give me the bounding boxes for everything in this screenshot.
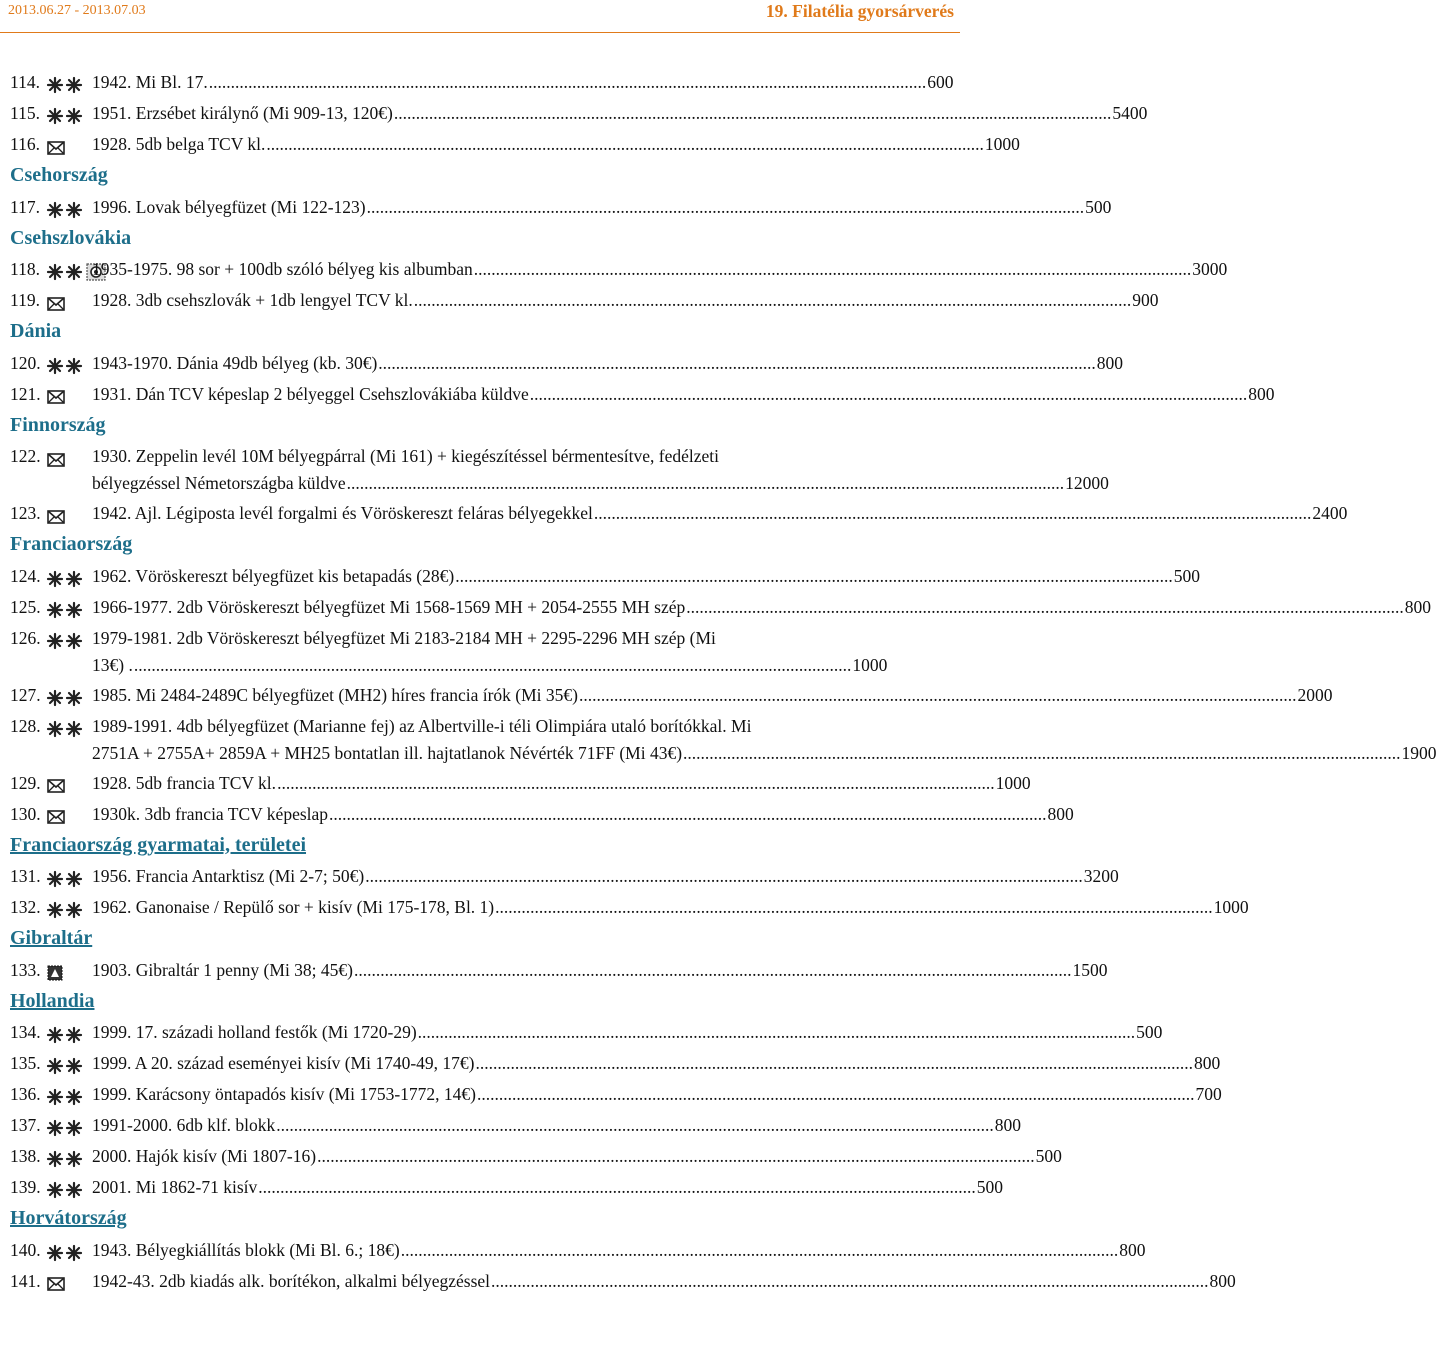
- lot-text: [92, 192, 1112, 223]
- country-heading: Dánia: [10, 320, 62, 342]
- mint-icon: [47, 358, 83, 374]
- lot-description: 1989-1991. 4db bélyegfüzet (Marianne fej) az Albertville-i téli Olimpiára utaló borítókkal. Mi: [92, 715, 752, 736]
- lot-description: 1928. 5db belga TCV kl.: [92, 134, 266, 154]
- lot-text: [92, 561, 1200, 592]
- leader-dots: [401, 1235, 1119, 1266]
- lot-description: 1942-43. 2db kiadás alk. borítékon, alkalmi bélyegzéssel: [92, 1270, 491, 1291]
- lot-price: 3000: [1192, 259, 1228, 279]
- lot-price: 800: [1248, 383, 1275, 404]
- lot-text: [92, 67, 954, 98]
- leader-dots: [530, 379, 1248, 410]
- lot-number: 119.: [10, 290, 40, 310]
- condition-symbols: [47, 105, 91, 124]
- lot-item: [10, 561, 1200, 592]
- condition-symbols: [47, 775, 91, 793]
- lot-description: 1928. 5db francia TCV kl.: [92, 772, 277, 793]
- condition-symbols: [47, 718, 91, 737]
- lot-description: 2751A + 2755A+ 2859A + MH25 bontatlan ill. hajtatlanok Névérték 71FF (Mi 43€): [92, 742, 683, 763]
- lot-price: 500: [976, 1177, 1004, 1197]
- lot-price: 800: [1096, 352, 1124, 373]
- cover-icon: [47, 810, 65, 824]
- lot-price: 900: [1132, 290, 1159, 310]
- lot-price: 5400: [1112, 103, 1148, 123]
- condition-symbols: [47, 899, 91, 918]
- lot-description: 1985. Mi 2484-2489C bélyegfüzet (MH2) híres francia írók (Mi 35€): [92, 684, 579, 705]
- lot-text: [92, 1172, 1004, 1203]
- condition-symbols: [47, 687, 91, 706]
- country-heading: Csehország: [10, 164, 108, 186]
- stamp-icon: [47, 965, 63, 981]
- lot-item: [10, 1235, 1146, 1266]
- leader-dots: [365, 861, 1083, 892]
- lot-item: [10, 1172, 1004, 1203]
- mint-icon: [47, 633, 83, 649]
- condition-symbols: [47, 1179, 91, 1198]
- lot-description: 1903. Gibraltár 1 penny (Mi 38; 45€): [92, 959, 353, 980]
- cover-icon: [47, 453, 65, 467]
- leader-dots: [329, 799, 1047, 830]
- lot-price: 1900: [1401, 742, 1437, 763]
- leader-dots: [378, 348, 1096, 379]
- leader-dots: [266, 129, 984, 160]
- lot-price: 1000: [995, 772, 1031, 793]
- lot-description: 1999. Karácsony öntapadós kisív (Mi 1753-1772, 14€): [92, 1084, 476, 1104]
- leader-dots: [476, 1048, 1194, 1079]
- lot-item: [10, 498, 1348, 529]
- lot-description: 1930. Zeppelin levél 10M bélyegpárral (Mi 161) + kiegészítéssel bérmentesítve, fedélzeti: [92, 446, 720, 466]
- lot-number: 121.: [10, 383, 41, 404]
- lot-price: 2400: [1312, 503, 1348, 523]
- condition-symbols: [47, 630, 91, 649]
- lot-list: [10, 67, 1437, 1297]
- condition-symbols: [47, 599, 91, 618]
- lot-text: [92, 443, 1109, 497]
- condition-symbols: [47, 506, 91, 524]
- lot-price: 1500: [1072, 959, 1108, 980]
- country-heading: Finnország: [10, 413, 106, 436]
- country-heading: Franciaország gyarmatai, területei: [10, 833, 307, 856]
- mint-icon: [47, 1058, 83, 1074]
- lot-text: [92, 498, 1348, 529]
- condition-symbols: [47, 386, 91, 404]
- lot-number: 138.: [10, 1146, 41, 1166]
- lot-price: 500: [1085, 196, 1112, 217]
- leader-dots: [474, 254, 1192, 285]
- lot-price: 700: [1195, 1084, 1222, 1104]
- condition-symbols: [47, 962, 91, 981]
- lot-description: 1991-2000. 6db klf. blokk: [92, 1115, 276, 1135]
- leader-dots: [594, 498, 1312, 529]
- lot-description: 1935-1975. 98 sor + 100db szóló bélyeg kis albumban: [92, 259, 473, 279]
- leader-dots: [579, 680, 1297, 711]
- lot-description: 1951. Erzsébet királynő (Mi 909-13, 120€): [92, 103, 393, 123]
- condition-symbols: [47, 137, 91, 155]
- lot-number: 127.: [10, 684, 41, 705]
- mint-icon: [47, 1182, 83, 1198]
- lot-number: 130.: [10, 803, 41, 824]
- leader-dots: [277, 768, 995, 799]
- lot-item: [10, 1017, 1163, 1048]
- lot-text: [92, 1017, 1163, 1048]
- lot-description: 1999. A 20. század eseményei kisív (Mi 1740-49, 17€): [92, 1053, 475, 1073]
- lot-item: [10, 98, 1148, 129]
- lot-number: 139.: [10, 1177, 41, 1197]
- lot-description: 1943-1970. Dánia 49db bélyeg (kb. 30€): [92, 352, 378, 373]
- lot-item: [10, 680, 1333, 711]
- lot-number: 126.: [10, 627, 41, 648]
- mint-icon: [47, 264, 83, 280]
- condition-symbols: [47, 1117, 91, 1136]
- lot-number: 120.: [10, 352, 41, 373]
- condition-symbols: [47, 806, 91, 824]
- leader-dots: [276, 1110, 994, 1141]
- mint-icon: [47, 77, 83, 93]
- mint-icon: [47, 871, 83, 887]
- condition-symbols: [47, 868, 91, 887]
- leader-dots: [394, 98, 1112, 129]
- lot-item: [10, 441, 1109, 498]
- lot-description: 2000. Hajók kisív (Mi 1807-16): [92, 1146, 317, 1166]
- mint-icon: [47, 902, 83, 918]
- lot-number: 125.: [10, 596, 41, 617]
- condition-symbols: [47, 293, 91, 311]
- lot-text: [92, 379, 1275, 410]
- cover-icon: [47, 390, 65, 404]
- lot-price: 800: [1209, 1270, 1236, 1291]
- lot-item: [10, 592, 1432, 623]
- lot-item: [10, 955, 1108, 986]
- lot-number: 128.: [10, 715, 41, 736]
- lot-number: 132.: [10, 897, 41, 917]
- lot-item: [10, 129, 1020, 160]
- lot-description: 1943. Bélyegkiállítás blokk (Mi Bl. 6.; 18€): [92, 1239, 400, 1260]
- lot-text: [92, 1079, 1222, 1110]
- lot-number: 117.: [10, 196, 40, 217]
- leader-dots: [495, 892, 1213, 923]
- lot-item: [10, 285, 1159, 316]
- lot-price: 12000: [1065, 473, 1109, 493]
- country-heading: Gibraltár: [10, 927, 93, 949]
- lot-text: [92, 348, 1124, 379]
- condition-symbols: [47, 1055, 91, 1074]
- condition-symbols: [47, 1273, 91, 1291]
- mint-icon: [47, 721, 83, 737]
- mint-icon: [47, 202, 83, 218]
- lot-description: 1942. Ajl. Légiposta levél forgalmi és Vöröskereszt feláras bélyegekkel: [92, 503, 593, 523]
- leader-dots: [367, 192, 1085, 223]
- lot-number: 124.: [10, 565, 41, 586]
- lot-number: 137.: [10, 1115, 41, 1135]
- mint-icon: [47, 571, 83, 587]
- lot-item: [10, 861, 1119, 892]
- lot-item: [10, 768, 1031, 799]
- leader-dots: [317, 1141, 1035, 1172]
- leader-dots: [683, 740, 1401, 767]
- leader-dots: [477, 1079, 1195, 1110]
- lot-description: 13€) .: [92, 654, 133, 675]
- lot-description: 1996. Lovak bélyegfüzet (Mi 122-123): [92, 196, 366, 217]
- mint-icon: [47, 1120, 83, 1136]
- lot-item: [10, 379, 1275, 410]
- lot-text: [92, 592, 1432, 623]
- mint-icon: [47, 1027, 83, 1043]
- lot-price: 500: [1136, 1022, 1163, 1042]
- lot-text: [92, 1110, 1022, 1141]
- lot-number: 115.: [10, 103, 40, 123]
- lot-price: 800: [1404, 596, 1432, 617]
- lot-text: [92, 955, 1108, 986]
- lot-number: 141.: [10, 1270, 41, 1291]
- lot-text: [92, 713, 1437, 767]
- lot-price: 500: [1173, 565, 1200, 586]
- lot-description: 1999. 17. századi holland festők (Mi 1720-29): [92, 1022, 417, 1042]
- leader-dots: [491, 1266, 1209, 1297]
- lot-description: 1962. Vöröskereszt bélyegfüzet kis betapadás (28€): [92, 565, 455, 586]
- leader-dots: [347, 470, 1065, 497]
- lot-price: 3200: [1083, 866, 1119, 886]
- country-heading: Hollandia: [10, 989, 95, 1012]
- lot-number: 134.: [10, 1022, 41, 1042]
- lot-price: 500: [1035, 1146, 1062, 1166]
- country-heading: Franciaország: [10, 533, 133, 555]
- cover-icon: [47, 297, 65, 311]
- lot-text: [92, 625, 888, 679]
- lot-item: [10, 711, 1437, 768]
- lot-number: 118.: [10, 259, 40, 279]
- lot-number: 123.: [10, 503, 41, 523]
- lot-price: 600: [927, 72, 954, 92]
- auction-title: 19. Filatélia gyorsárverés: [765, 1, 954, 21]
- lot-text: [92, 768, 1031, 799]
- condition-symbols: [47, 199, 91, 218]
- leader-dots: [455, 561, 1173, 592]
- lot-price: 1000: [852, 654, 888, 675]
- cover-icon: [47, 510, 65, 524]
- lot-description: 1928. 3db csehszlovák + 1db lengyel TCV kl.: [92, 290, 413, 310]
- lot-item: [10, 799, 1074, 830]
- condition-symbols: [47, 74, 91, 93]
- lot-item: [10, 623, 888, 680]
- lot-text: [92, 1235, 1146, 1266]
- cover-icon: [47, 779, 65, 793]
- lot-number: 140.: [10, 1239, 41, 1260]
- lot-item: [10, 1079, 1222, 1110]
- lot-item: [10, 1266, 1236, 1297]
- country-heading: Horvátország: [10, 1207, 127, 1229]
- mint-icon: [47, 690, 83, 706]
- lot-number: 131.: [10, 866, 41, 886]
- lot-price: 1000: [984, 134, 1020, 154]
- lot-description: 1962. Ganonaise / Repülő sor + kisív (Mi 175-178, Bl. 1): [92, 897, 495, 917]
- lot-item: [10, 892, 1249, 923]
- lot-text: [92, 1266, 1236, 1297]
- lot-description: 1956. Francia Antarktisz (Mi 2-7; 50€): [92, 866, 365, 886]
- leader-dots: [414, 285, 1132, 316]
- mint-icon: [47, 602, 83, 618]
- lot-text: [92, 1048, 1221, 1079]
- lot-text: [92, 254, 1228, 285]
- lot-description: 1979-1981. 2db Vöröskereszt bélyegfüzet Mi 2183-2184 MH + 2295-2296 MH szép (Mi: [92, 627, 716, 648]
- lot-text: [92, 799, 1074, 830]
- condition-symbols: [47, 1242, 91, 1261]
- lot-item: [10, 254, 1228, 285]
- lot-number: 116.: [10, 134, 40, 154]
- page-header: [0, 0, 960, 33]
- lot-number: 122.: [10, 446, 41, 466]
- leader-dots: [134, 652, 852, 679]
- condition-symbols: [47, 568, 91, 587]
- lot-text: [92, 129, 1020, 160]
- leader-dots: [258, 1172, 976, 1203]
- lot-number: 136.: [10, 1084, 41, 1104]
- lot-item: [10, 348, 1124, 379]
- leader-dots: [354, 955, 1072, 986]
- cover-icon: [47, 1277, 65, 1291]
- lot-text: [92, 98, 1148, 129]
- lot-price: 800: [1194, 1053, 1221, 1073]
- lot-price: 800: [994, 1115, 1022, 1135]
- lot-description: 1966-1977. 2db Vöröskereszt bélyegfüzet Mi 1568-1569 MH + 2054-2555 MH szép: [92, 596, 686, 617]
- lot-text: [92, 861, 1119, 892]
- lot-price: 800: [1047, 803, 1074, 824]
- lot-text: [92, 1141, 1062, 1172]
- lot-number: 129.: [10, 772, 41, 793]
- condition-symbols: [47, 1086, 91, 1105]
- mint-icon: [47, 1245, 83, 1261]
- auction-dates: 2013.06.27 - 2013.07.03: [8, 3, 146, 18]
- lot-description: 1931. Dán TCV képeslap 2 bélyeggel Csehszlovákiába küldve: [92, 383, 529, 404]
- mint-icon: [47, 1089, 83, 1105]
- leader-dots: [209, 67, 927, 98]
- condition-symbols: [47, 1148, 91, 1167]
- lot-price: 2000: [1297, 684, 1333, 705]
- lot-price: 800: [1119, 1239, 1146, 1260]
- lot-description: 2001. Mi 1862-71 kisív: [92, 1177, 258, 1197]
- country-heading: Csehszlovákia: [10, 226, 132, 249]
- lot-number: 135.: [10, 1053, 41, 1073]
- mint-icon: [47, 1151, 83, 1167]
- condition-symbols: [47, 355, 91, 374]
- lot-item: [10, 1141, 1062, 1172]
- condition-symbols: [47, 449, 91, 467]
- lot-price: 1000: [1213, 897, 1249, 917]
- leader-dots: [686, 592, 1404, 623]
- lot-item: [10, 1110, 1022, 1141]
- lot-item: [10, 1048, 1221, 1079]
- lot-item: [10, 67, 954, 98]
- lot-text: [92, 892, 1249, 923]
- lot-description: 1930k. 3db francia TCV képeslap: [92, 803, 329, 824]
- lot-description: 1942. Mi Bl. 17.: [92, 72, 208, 92]
- lot-text: [92, 680, 1333, 711]
- lot-description: bélyegzéssel Németországba küldve: [92, 473, 346, 493]
- leader-dots: [418, 1017, 1136, 1048]
- lot-number: 133.: [10, 959, 41, 980]
- lot-item: [10, 192, 1112, 223]
- condition-symbols: [47, 1024, 91, 1043]
- mint-icon: [47, 108, 83, 124]
- lot-number: 114.: [10, 72, 40, 92]
- lot-text: [92, 285, 1159, 316]
- cover-icon: [47, 141, 65, 155]
